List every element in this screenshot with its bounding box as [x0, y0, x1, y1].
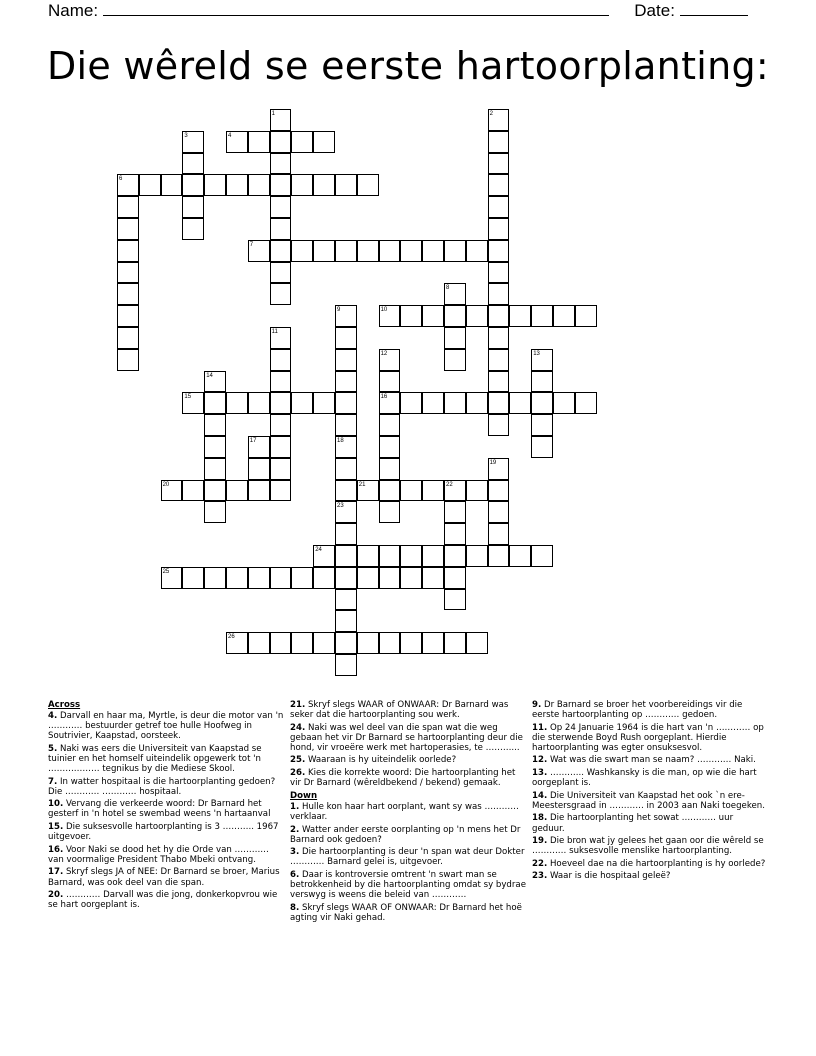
crossword-cell[interactable] [531, 305, 553, 327]
crossword-cell[interactable] [444, 392, 466, 414]
clue-number: 15. [48, 822, 64, 833]
clue-number-label: 20 [162, 481, 170, 488]
crossword-cell[interactable] [357, 480, 379, 502]
crossword-cell[interactable] [270, 327, 292, 349]
crossword-cell[interactable] [488, 131, 510, 153]
clue-item [532, 768, 768, 788]
crossword-cell[interactable] [313, 174, 335, 196]
crossword-cell[interactable] [488, 371, 510, 393]
crossword-cell[interactable] [139, 174, 161, 196]
clue-item [290, 870, 526, 900]
crossword-cell[interactable] [182, 218, 204, 240]
crossword-cell[interactable] [444, 589, 466, 611]
crossword-cell[interactable] [379, 240, 401, 262]
crossword-cell[interactable] [313, 545, 335, 567]
crossword-cell[interactable] [422, 305, 444, 327]
crossword-cell[interactable] [379, 349, 401, 371]
clue-number-label: 8 [446, 285, 450, 292]
clue-number: 6. [290, 869, 300, 880]
across-heading: Across [48, 700, 81, 710]
clue-number: 16. [48, 844, 64, 855]
clue-number: 25. [290, 755, 306, 766]
crossword-cell[interactable] [270, 392, 292, 414]
clue-item [532, 871, 768, 881]
clue-item [290, 847, 526, 867]
clue-text: Wat was die swart man se naam? ………… Naki. [549, 755, 756, 766]
clue-text: Waar is die hospitaal geleë? [549, 871, 671, 882]
crossword-cell[interactable] [248, 240, 270, 262]
clue-number: 2. [290, 824, 300, 835]
crossword-cell[interactable] [335, 240, 357, 262]
crossword-cell[interactable] [270, 218, 292, 240]
crossword-cell[interactable] [270, 371, 292, 393]
crossword-cell[interactable] [117, 327, 139, 349]
crossword-cell[interactable] [248, 436, 270, 458]
crossword-cell[interactable] [204, 480, 226, 502]
clue-item [48, 890, 284, 910]
clue-item [290, 802, 526, 822]
crossword-cell[interactable] [422, 545, 444, 567]
crossword-cell[interactable] [379, 480, 401, 502]
crossword-cell[interactable] [335, 632, 357, 654]
clue-number: 24. [290, 722, 306, 733]
crossword-cell[interactable] [444, 349, 466, 371]
crossword-cell[interactable] [335, 305, 357, 327]
crossword-cell[interactable] [488, 349, 510, 371]
crossword-cell[interactable] [422, 392, 444, 414]
crossword-cell[interactable] [379, 371, 401, 393]
clue-text: In watter hospitaal is die hartoorplanting gedoen? Die ………… ………… hospitaal. [48, 776, 276, 797]
crossword-cell[interactable] [357, 174, 379, 196]
crossword-cell[interactable] [248, 174, 270, 196]
crossword-cell[interactable] [226, 567, 248, 589]
crossword-cell[interactable] [400, 632, 422, 654]
clue-item [532, 836, 768, 856]
crossword-cell[interactable] [379, 436, 401, 458]
clues-column-3 [532, 700, 768, 884]
clue-text: Skryf slegs WAAR OF ONWAAR: Dr Barnard het hoë agting vir Naki gehad. [290, 902, 522, 923]
crossword-cell[interactable] [270, 196, 292, 218]
clue-item [532, 700, 768, 720]
clue-number: 4. [48, 711, 58, 722]
crossword-cell[interactable] [509, 392, 531, 414]
crossword-cell[interactable] [509, 545, 531, 567]
crossword-cell[interactable] [270, 567, 292, 589]
crossword-cell[interactable] [270, 109, 292, 131]
crossword-cell[interactable] [379, 545, 401, 567]
crossword-cell[interactable] [488, 414, 510, 436]
crossword-cell[interactable] [444, 327, 466, 349]
clue-number: 23. [532, 871, 548, 882]
crossword-cell[interactable] [204, 392, 226, 414]
crossword-cell[interactable] [291, 240, 313, 262]
clue-number: 11. [532, 722, 548, 733]
crossword-cell[interactable] [335, 371, 357, 393]
crossword-cell[interactable] [335, 436, 357, 458]
crossword-cell[interactable] [248, 632, 270, 654]
clue-number-label: 22 [446, 481, 453, 488]
crossword-cell[interactable] [313, 567, 335, 589]
crossword-cell[interactable] [379, 567, 401, 589]
clue-text: Daar is kontroversie omtrent 'n swart man se betrokkenheid by die hartoorplanting omdat sy bydrae verswyg is weens die beleid van ………… [290, 869, 526, 901]
clue-text: Die bron wat jy gelees het gaan oor die wêreld se ………… suksesvolle menslike hartoorplanting. [532, 836, 764, 857]
crossword-cell[interactable] [313, 240, 335, 262]
crossword-cell[interactable] [575, 392, 597, 414]
clue-item [48, 845, 284, 865]
crossword-cell[interactable] [291, 392, 313, 414]
crossword-cell[interactable] [270, 436, 292, 458]
crossword-cell[interactable] [270, 240, 292, 262]
crossword-cell[interactable] [204, 567, 226, 589]
clue-number: 19. [532, 836, 548, 847]
crossword-cell[interactable] [248, 567, 270, 589]
clue-text: ………… Darvall was die jong, donkerkopvrou wie se hart oorgeplant is. [48, 890, 278, 911]
clue-number-label: 21 [358, 481, 366, 488]
crossword-cell[interactable] [335, 610, 357, 632]
crossword-cell[interactable] [488, 218, 510, 240]
clue-text: Vervang die verkeerde woord: Dr Barnard het gesterf in 'n hotel se swembad weens 'n hartaanval [48, 799, 271, 820]
crossword-cell[interactable] [488, 523, 510, 545]
crossword-cell[interactable] [161, 567, 183, 589]
crossword-cell[interactable] [379, 392, 401, 414]
clue-number-label: 14 [206, 372, 213, 379]
crossword-cell[interactable] [313, 131, 335, 153]
crossword-cell[interactable] [226, 392, 248, 414]
crossword-cell[interactable] [335, 501, 357, 523]
clue-item [48, 711, 284, 741]
crossword-cell[interactable] [379, 414, 401, 436]
crossword-cell[interactable] [182, 392, 204, 414]
crossword-cell[interactable] [357, 240, 379, 262]
clue-number-label: 6 [119, 176, 123, 183]
crossword-cell[interactable] [270, 262, 292, 284]
clue-number: 8. [290, 902, 300, 913]
clue-item [48, 744, 284, 774]
clue-number-label: 2 [489, 111, 493, 117]
crossword-cell[interactable] [488, 196, 510, 218]
clue-text: Naki was eers die Universiteit van Kaapstad se tuinier en het homself uiteindelik opgewerk tot 'n ……………… tegnikus by die Mediese Skool. [48, 743, 262, 775]
crossword-cell[interactable] [204, 371, 226, 393]
crossword-cell[interactable] [488, 262, 510, 284]
clue-text: Voor Naki se dood het hy die Orde van ………… van voormalige President Thabo Mbeki ontvang. [48, 844, 269, 865]
crossword-cell[interactable] [444, 545, 466, 567]
clue-text: Dr Barnard se broer het voorbereidings vir die eerste hartoorplanting op ………… gedoen. [532, 700, 743, 721]
crossword-cell[interactable] [161, 174, 183, 196]
clue-text: Naki was wel deel van die span wat die weg gebaan het vir Dr Barnard se hartoorplanting deur die hond, vir vroeëre werk met hartoperasies, te ………... [290, 722, 523, 753]
crossword-cell[interactable] [117, 174, 139, 196]
crossword-cell[interactable] [248, 392, 270, 414]
clue-number-label: 16 [380, 394, 388, 401]
crossword-cell[interactable] [313, 632, 335, 654]
crossword-cell[interactable] [270, 632, 292, 654]
crossword-cell[interactable] [379, 632, 401, 654]
clue-item [532, 859, 768, 869]
crossword-cell[interactable] [400, 392, 422, 414]
crossword-cell[interactable] [270, 131, 292, 153]
crossword-cell[interactable] [270, 458, 292, 480]
crossword-cell[interactable] [270, 174, 292, 196]
crossword-cell[interactable] [488, 240, 510, 262]
clues-column-2 [290, 700, 526, 925]
clue-number: 1. [290, 801, 300, 812]
clue-text: Die hartoorplanting is deur 'n span wat deur Dokter ………… Barnard gelei is, uitgevoer. [290, 847, 525, 868]
clue-text: Waaraan is hy uiteindelik oorlede? [307, 755, 457, 766]
crossword-cell[interactable] [488, 153, 510, 175]
clue-number-label: 10 [380, 307, 388, 314]
crossword-cell[interactable] [204, 436, 226, 458]
crossword-cell[interactable] [357, 632, 379, 654]
crossword-cell[interactable] [335, 327, 357, 349]
crossword-cell[interactable] [444, 480, 466, 502]
crossword-cell[interactable] [488, 458, 510, 480]
crossword-cell[interactable] [466, 240, 488, 262]
crossword-cell[interactable] [335, 392, 357, 414]
clue-number-label: 13 [533, 350, 540, 357]
crossword-cell[interactable] [357, 567, 379, 589]
crossword-cell[interactable] [335, 654, 357, 676]
clue-text: Die hartoorplanting het sowat ………… uur geduur. [532, 813, 734, 834]
down-heading: Down [290, 790, 318, 801]
crossword-cell[interactable] [444, 632, 466, 654]
clue-number-label: 11 [271, 329, 278, 335]
crossword-cell[interactable] [531, 436, 553, 458]
crossword-cell[interactable] [357, 545, 379, 567]
crossword-cell[interactable] [117, 196, 139, 218]
clue-number: 17. [48, 867, 64, 878]
crossword-cell[interactable] [509, 305, 531, 327]
crossword-cell[interactable] [270, 480, 292, 502]
crossword-cell[interactable] [117, 349, 139, 371]
crossword-cell[interactable] [226, 480, 248, 502]
clue-number: 22. [532, 858, 548, 869]
crossword-cell[interactable] [444, 305, 466, 327]
clue-item [532, 723, 768, 753]
crossword-cell[interactable] [117, 240, 139, 262]
crossword-cell[interactable] [444, 240, 466, 262]
crossword-cell[interactable] [379, 305, 401, 327]
crossword-cell[interactable] [466, 480, 488, 502]
crossword-cell[interactable] [117, 262, 139, 284]
clue-item [532, 791, 768, 811]
crossword-cell[interactable] [204, 414, 226, 436]
clue-text: Watter ander eerste oorplanting op 'n mens het Dr Barnard ook gedoen? [290, 824, 521, 845]
date-label: Date: [634, 1, 675, 20]
crossword-cell[interactable] [531, 545, 553, 567]
crossword-cell[interactable] [379, 458, 401, 480]
crossword-cell[interactable] [182, 174, 204, 196]
crossword-cell[interactable] [400, 545, 422, 567]
page-title: Die wêreld se eerste hartoorplanting: [46, 44, 770, 88]
clue-item [290, 825, 526, 845]
clue-number-label: 3 [184, 132, 188, 139]
clue-number: 14. [532, 790, 548, 801]
clue-number-label: 1 [271, 111, 275, 117]
crossword-cell[interactable] [335, 523, 357, 545]
clue-number-label: 17 [249, 438, 257, 444]
crossword-cell[interactable] [270, 414, 292, 436]
clue-item [48, 799, 284, 819]
clue-number-label: 15 [184, 394, 192, 401]
crossword-cell[interactable] [226, 632, 248, 654]
crossword-cell[interactable] [335, 349, 357, 371]
clue-number-label: 19 [489, 459, 497, 466]
clue-number-label: 12 [380, 350, 388, 357]
clues-column-1 [48, 700, 284, 913]
clue-text: Hulle kon haar hart oorplant, want sy was ………… verklaar. [290, 801, 519, 822]
clue-number: 13. [532, 768, 548, 779]
clue-item [290, 903, 526, 923]
clue-number-label: 25 [162, 568, 170, 575]
crossword-cell[interactable] [248, 480, 270, 502]
crossword-cell[interactable] [182, 480, 204, 502]
clue-item [290, 723, 526, 753]
clue-item [290, 755, 526, 765]
crossword-cell[interactable] [400, 240, 422, 262]
crossword-cell[interactable] [400, 480, 422, 502]
crossword-cell[interactable] [335, 589, 357, 611]
crossword-cell[interactable] [313, 392, 335, 414]
clue-number-label: 18 [337, 438, 344, 444]
crossword-cell[interactable] [161, 480, 183, 502]
crossword-cell[interactable] [488, 480, 510, 502]
crossword-cell[interactable] [182, 567, 204, 589]
clue-item [290, 768, 526, 788]
crossword-cell[interactable] [553, 305, 575, 327]
crossword-cell[interactable] [531, 371, 553, 393]
crossword-cell[interactable] [291, 174, 313, 196]
crossword-cell[interactable] [117, 305, 139, 327]
crossword-cell[interactable] [335, 567, 357, 589]
crossword-cell[interactable] [444, 501, 466, 523]
clue-number-label: 4 [228, 132, 232, 139]
crossword-cell[interactable] [575, 305, 597, 327]
clue-text: Skryf slegs JA of NEE: Dr Barnard se broer, Marius Barnard, was ook deel van die span. [48, 867, 280, 888]
clue-number: 21. [290, 700, 306, 710]
crossword-cell[interactable] [270, 283, 292, 305]
clue-item [48, 822, 284, 842]
crossword-cell[interactable] [488, 392, 510, 414]
crossword-cell[interactable] [488, 283, 510, 305]
clue-number-label: 24 [315, 547, 322, 553]
clue-text: Skryf slegs WAAR of ONWAAR: Dr Barnard was seker dat die hartoorplanting sou werk. [290, 700, 509, 721]
crossword-cell[interactable] [488, 545, 510, 567]
crossword-cell[interactable] [182, 131, 204, 153]
crossword-cell[interactable] [117, 283, 139, 305]
crossword-cell[interactable] [422, 240, 444, 262]
crossword-cell[interactable] [400, 567, 422, 589]
crossword-cell[interactable] [248, 131, 270, 153]
crossword-cell[interactable] [291, 567, 313, 589]
clue-text: Die suksesvolle hartoorplanting is 3 ……….. 1967 uitgevoer. [48, 822, 279, 843]
crossword-cell[interactable] [291, 131, 313, 153]
crossword-cell[interactable] [117, 218, 139, 240]
clue-number: 12. [532, 755, 548, 766]
crossword-cell[interactable] [488, 305, 510, 327]
clue-number: 26. [290, 768, 306, 779]
crossword-cell[interactable] [226, 131, 248, 153]
crossword-cell[interactable] [335, 174, 357, 196]
clue-text: ………... Washkansky is die man, op wie die hart oorgeplant is. [532, 768, 757, 789]
crossword-cell[interactable] [182, 196, 204, 218]
crossword-cell[interactable] [466, 545, 488, 567]
crossword-cell[interactable] [335, 458, 357, 480]
crossword-cell[interactable] [400, 305, 422, 327]
crossword-cell[interactable] [466, 305, 488, 327]
clue-item [290, 700, 526, 720]
clue-number: 9. [532, 700, 542, 710]
crossword-cell[interactable] [422, 480, 444, 502]
crossword-cell[interactable] [335, 545, 357, 567]
clue-number: 7. [48, 776, 58, 787]
clue-text: Die Universiteit van Kaapstad het ook `n ere-Meestersgraad in ………… in 2003 aan Naki toegeken. [532, 790, 765, 811]
clue-number: 20. [48, 890, 64, 901]
crossword-cell[interactable] [270, 349, 292, 371]
crossword-cell[interactable] [488, 327, 510, 349]
clue-text: Hoeveel dae na die hartoorplanting is hy oorlede? [549, 858, 766, 869]
clue-number-label: 23 [337, 503, 344, 510]
crossword-cell[interactable] [531, 349, 553, 371]
crossword-cell[interactable] [291, 632, 313, 654]
clue-number: 3. [290, 847, 300, 858]
crossword-cell[interactable] [422, 567, 444, 589]
crossword-cell[interactable] [488, 109, 510, 131]
clue-item [532, 813, 768, 833]
crossword-cell[interactable] [204, 174, 226, 196]
clue-text: Darvall en haar ma, Myrtle, is deur die motor van 'n ………… bestuurder getref toe hulle Hoofweg in Soutrivier, Kaapstad, oorsteek. [48, 711, 284, 742]
crossword-cell[interactable] [444, 523, 466, 545]
crossword-cell[interactable] [466, 632, 488, 654]
clue-number-label: 7 [249, 241, 254, 248]
clue-number: 18. [532, 813, 548, 824]
crossword-cell[interactable] [270, 153, 292, 175]
crossword-cell[interactable] [248, 458, 270, 480]
crossword-cell[interactable] [204, 458, 226, 480]
crossword-cell[interactable] [379, 501, 401, 523]
clue-item [532, 755, 768, 765]
crossword-cell[interactable] [182, 153, 204, 175]
crossword-cell[interactable] [553, 392, 575, 414]
crossword-cell[interactable] [422, 632, 444, 654]
clue-number: 10. [48, 799, 64, 810]
clue-text: Kies die korrekte woord: Die hartoorplanting het vir Dr Barnard (wêreldbekend / bekend) gemaak. [290, 768, 516, 789]
clue-number: 5. [48, 743, 58, 754]
crossword-cell[interactable] [466, 392, 488, 414]
crossword-cell[interactable] [444, 567, 466, 589]
clue-text: Op 24 Januarie 1964 is die hart van 'n ………… op die sterwende Boyd Rush oorgeplant. Hierdie hartoorplanting was egter onsuksesvol. [532, 722, 764, 753]
crossword-cell[interactable] [226, 174, 248, 196]
clue-number-label: 26 [228, 634, 235, 641]
crossword-cell[interactable] [444, 283, 466, 305]
crossword-cell[interactable] [335, 414, 357, 436]
clue-number-label: 9 [337, 307, 341, 314]
crossword-cell[interactable] [488, 174, 510, 196]
crossword-cell[interactable] [531, 392, 553, 414]
crossword-cell[interactable] [335, 480, 357, 502]
clue-item [48, 867, 284, 887]
clue-item [48, 777, 284, 797]
crossword-cell[interactable] [531, 414, 553, 436]
crossword-cell[interactable] [488, 501, 510, 523]
crossword-cell[interactable] [204, 501, 226, 523]
name-label: Name: [48, 1, 99, 20]
